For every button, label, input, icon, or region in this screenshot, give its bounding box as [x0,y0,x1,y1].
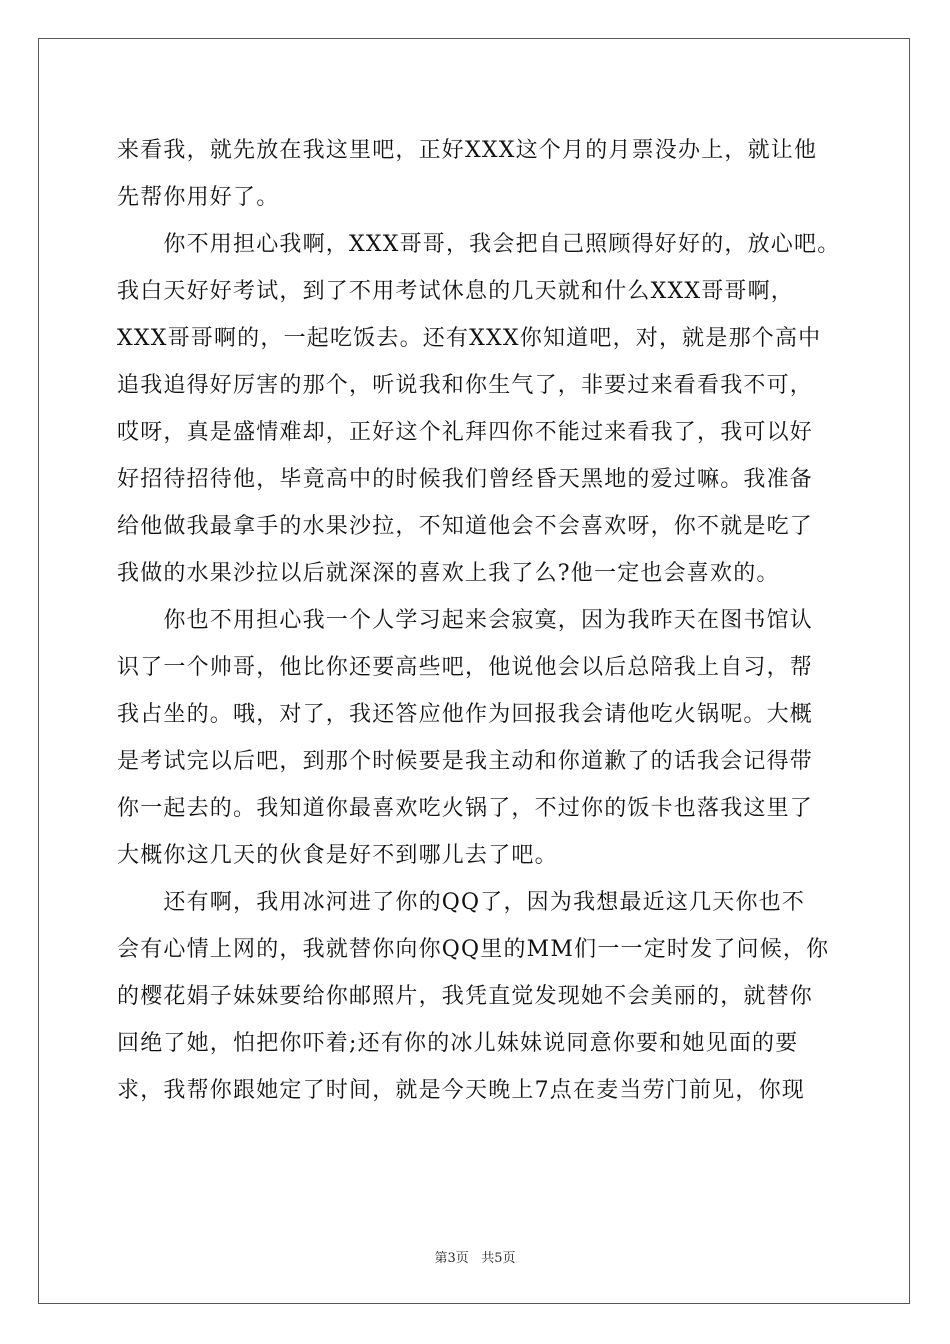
text-line: 求，我帮你跟她定了时间，就是今天晚上7点在麦当劳门前见，你现 [117,1078,805,1103]
text-line: 还有啊，我用冰河进了你的QQ了，因为我想最近这几天你也不 [117,890,806,915]
text-line: 我做的水果沙拉以后就深深的喜欢上我了么?他一定也会喜欢的。 [117,561,780,586]
page-footer [0,1247,950,1266]
text-line: 的樱花娟子妹妹要给你邮照片，我凭直觉发现她不会美丽的，就替你 [117,984,814,1009]
text-line: 先帮你用好了。 [117,185,280,210]
text-line: 回绝了她，怕把你吓着;还有你的冰儿妹妹说同意你要和她见面的要 [117,1031,799,1056]
page-total: 共5页 [481,1251,516,1266]
text-line: 好招待招待他，毕竟高中的时候我们曾经昏天黑地的爱过嘛。我准备 [117,467,814,492]
text-line: 我白天好好考试，到了不用考试休息的几天就和什么XXX哥哥啊， [117,279,794,304]
text-line: XXX哥哥啊的，一起吃饭去。还有XXX你知道吧，对，就是那个高中 [117,326,822,351]
document-body [117,127,841,1114]
text-line: 你也不用担心我一个人学习起来会寂寞，因为我昨天在图书馆认 [117,608,814,633]
text-line: 你不用担心我啊，XXX哥哥，我会把自己照顾得好好的，放心吧。 [117,232,841,257]
text-line: 追我追得好厉害的那个，听说我和你生气了，非要过来看看我不可， [117,373,814,398]
text-line: 会有心情上网的，我就替你向你QQ里的MM们一一定时发了问候，你 [117,937,830,962]
text-line: 我占坐的。哦，对了，我还答应他作为回报我会请他吃火锅呢。大概 [117,702,814,727]
page-number: 第3页 [434,1251,469,1266]
text-line: 你一起去的。我知道你最喜欢吃火锅了，不过你的饭卡也落我这里了 [117,796,814,821]
text-line: 哎呀，真是盛情难却，正好这个礼拜四你不能过来看我了，我可以好 [117,420,814,445]
text-line: 大概你这几天的伙食是好不到哪儿去了吧。 [117,843,558,868]
text-line: 来看我，就先放在我这里吧，正好XXX这个月的月票没办上，就让他 [117,138,818,163]
text-line: 识了一个帅哥，他比你还要高些吧，他说他会以后总陪我上自习，帮 [117,655,814,680]
text-line: 给他做我最拿手的水果沙拉，不知道他会不会喜欢呀，你不就是吃了 [117,514,814,539]
text-line: 是考试完以后吧，到那个时候要是我主动和你道歉了的话我会记得带 [117,749,814,774]
